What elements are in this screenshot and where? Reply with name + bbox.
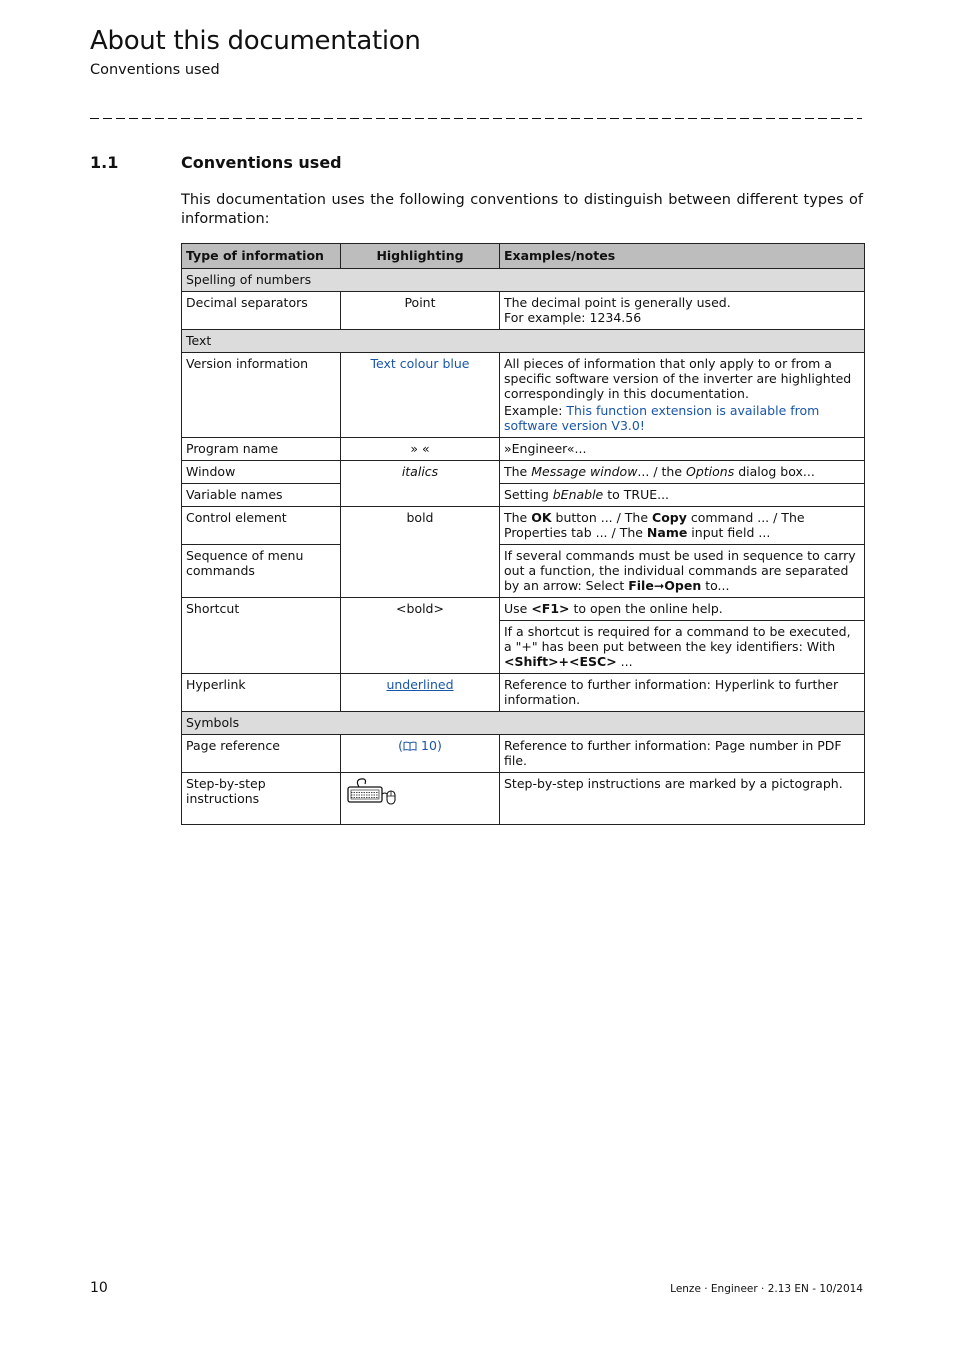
note-text: The — [504, 464, 532, 479]
highlight-cell[interactable] — [341, 735, 500, 773]
note-bold: Open — [664, 578, 702, 593]
page-ref-paren: ( — [398, 738, 404, 753]
note-cell — [500, 292, 865, 330]
table-row — [182, 484, 865, 507]
arrow-icon: ➞ — [653, 578, 665, 593]
table-row — [182, 353, 865, 438]
note-text: dialog box... — [734, 464, 815, 479]
note-bold: <Shift>+<ESC> — [504, 654, 617, 669]
note-bold: File — [628, 578, 654, 593]
table-row — [182, 773, 865, 825]
example-blue-text: This function extension is available from software version V3.0! — [504, 403, 820, 433]
group-row-text — [182, 330, 865, 353]
page-subtitle: Conventions used — [90, 62, 220, 78]
note-paragraph: All pieces of information that only apply to or from a specific software version of the inverter are highlighted correspondingly in this documentation. — [504, 356, 852, 401]
note-text: to TRUE... — [603, 487, 670, 502]
intro-paragraph: This documentation uses the following conventions to distinguish between different types of information: — [181, 192, 863, 227]
note-bold: Name — [646, 525, 688, 540]
group-row-numbers — [182, 269, 865, 292]
page-ref-number: 10) — [417, 738, 442, 753]
highlight-cell — [341, 773, 500, 825]
column-header-type: Type of information — [182, 244, 341, 269]
note-paragraph — [504, 403, 860, 433]
table-row — [182, 674, 865, 712]
keyboard-mouse-icon — [345, 794, 399, 809]
dashed-divider — [90, 118, 862, 119]
table-header-row — [182, 244, 865, 269]
type-cell: Window — [182, 461, 341, 484]
note-italic: Options — [686, 464, 735, 479]
note-cell — [500, 461, 865, 484]
note-text: The — [504, 510, 532, 525]
note-cell — [500, 484, 865, 507]
note-line: The decimal point is generally used. — [504, 295, 731, 310]
note-text: If several commands must be used in sequence to carry out a function, the individual commands are separated by an arrow: Select — [504, 548, 856, 593]
group-label: Spelling of numbers — [182, 269, 865, 292]
note-cell: Reference to further information: Hyperlink to further information. — [500, 674, 865, 712]
type-cell: Decimal separators — [182, 292, 341, 330]
note-cell — [500, 545, 865, 598]
note-cell: Step-by-step instructions are marked by a pictograph. — [500, 773, 865, 825]
page-number: 10 — [90, 1280, 108, 1296]
type-cell: Version information — [182, 353, 341, 438]
note-text: If a shortcut is required for a command to be executed, a "+" has been put between the key identifiers: With — [504, 624, 851, 654]
note-text: Setting — [504, 487, 553, 502]
note-cell — [500, 353, 865, 438]
note-cell — [500, 598, 865, 621]
note-bold: Copy — [652, 510, 687, 525]
table-row — [182, 438, 865, 461]
book-icon — [403, 739, 417, 749]
table-row — [182, 545, 865, 598]
note-bold: <F1> — [531, 601, 570, 616]
section-number: 1.1 — [90, 153, 119, 172]
type-cell: Program name — [182, 438, 341, 461]
highlight-cell: Point — [341, 292, 500, 330]
table-row — [182, 735, 865, 773]
highlight-cell: Text colour blue — [341, 353, 500, 438]
type-cell: Control element — [182, 507, 341, 545]
note-cell: »Engineer«... — [500, 438, 865, 461]
type-cell: Variable names — [182, 484, 341, 507]
note-cell: Reference to further information: Page number in PDF file. — [500, 735, 865, 773]
page-title: About this documentation — [90, 26, 421, 56]
note-text: input field ... — [687, 525, 771, 540]
column-header-highlighting: Highlighting — [341, 244, 500, 269]
note-line: For example: 1234.56 — [504, 310, 642, 325]
note-italic: bEnable — [552, 487, 604, 502]
note-italic: Message window — [531, 464, 638, 479]
note-text: to open the online help. — [569, 601, 723, 616]
type-cell: Sequence of menu commands — [182, 545, 341, 598]
group-row-symbols — [182, 712, 865, 735]
type-cell: Hyperlink — [182, 674, 341, 712]
group-label: Text — [182, 330, 865, 353]
table-row — [182, 461, 865, 484]
highlight-cell: » « — [341, 438, 500, 461]
table-row — [182, 507, 865, 545]
group-label: Symbols — [182, 712, 865, 735]
highlight-cell — [341, 674, 500, 712]
note-bold: OK — [531, 510, 552, 525]
table-row — [182, 598, 865, 621]
table-row — [182, 292, 865, 330]
note-text: Example: — [504, 403, 567, 418]
highlight-cell: italics — [341, 461, 500, 507]
note-text: ... / the — [637, 464, 686, 479]
type-cell: Shortcut — [182, 598, 341, 674]
highlight-cell: <bold> — [341, 598, 500, 674]
section-title: Conventions used — [181, 153, 342, 172]
hyperlink-example[interactable]: underlined — [386, 677, 454, 692]
note-text: button ... / The — [551, 510, 653, 525]
type-cell: Page reference — [182, 735, 341, 773]
note-text: to... — [701, 578, 730, 593]
conventions-table — [181, 243, 865, 825]
column-header-examples: Examples/notes — [500, 244, 865, 269]
note-text: Use — [504, 601, 532, 616]
document-info: Lenze · Engineer · 2.13 EN - 10/2014 — [670, 1283, 863, 1295]
highlight-cell: bold — [341, 507, 500, 598]
note-cell — [500, 621, 865, 674]
note-cell — [500, 507, 865, 545]
note-text: command ... / The Properties tab ... / The — [504, 510, 805, 540]
note-text: ... — [616, 654, 633, 669]
type-cell: Step-by-step instructions — [182, 773, 341, 825]
